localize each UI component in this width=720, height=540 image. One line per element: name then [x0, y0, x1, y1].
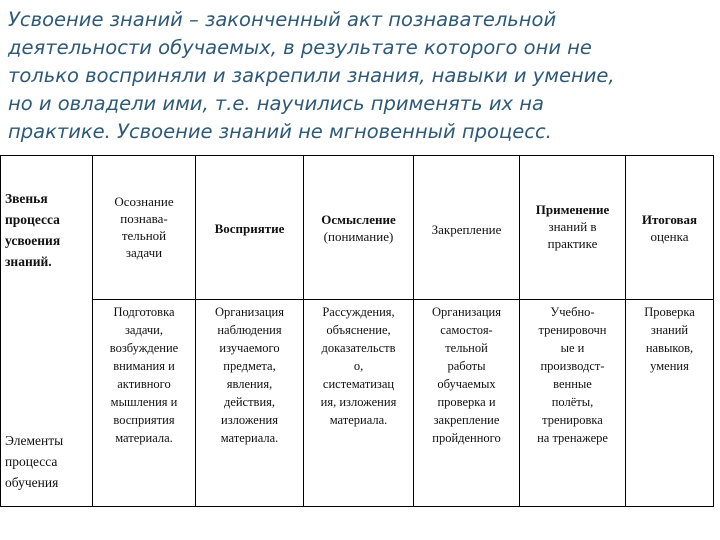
header-line: Применение	[535, 202, 610, 217]
intro-line: практике. Усвоение знаний не мгновенный процесс.	[8, 120, 552, 143]
intro-line: но и овладели ими, т.е. научились применять их на	[8, 92, 544, 115]
body-line: явления,	[226, 377, 273, 391]
header-line: Осмысление	[321, 212, 396, 227]
header-line: задачи	[125, 245, 163, 260]
body-line: самостоя-	[440, 323, 493, 337]
body-line: материала.	[329, 413, 388, 427]
body-line: умения	[650, 359, 689, 373]
body-line: венные	[553, 377, 592, 391]
body-line: Проверка	[644, 305, 695, 319]
body-line: мышления и	[110, 395, 178, 409]
body-line: проверка и	[437, 395, 496, 409]
body-line: Учебно-	[550, 305, 595, 319]
column-header-understanding	[304, 155, 413, 299]
table-row-divider	[92, 299, 714, 300]
body-line: ия, изложения	[320, 395, 397, 409]
body-line: Организация	[432, 305, 501, 319]
body-line: изложения	[221, 413, 278, 427]
table-border-right	[713, 155, 714, 507]
body-cell-understanding	[304, 303, 413, 503]
row-header-elements	[5, 430, 63, 493]
body-line: систематизац	[322, 377, 395, 391]
body-line: полёты,	[551, 395, 594, 409]
body-line: навыков,	[645, 341, 694, 355]
body-line: изучаемого	[219, 341, 280, 355]
intro-line: только восприняли и закрепили знания, навыки и умение,	[8, 64, 615, 87]
column-header-final-assessment	[626, 155, 713, 299]
body-line: о,	[353, 359, 364, 373]
body-line: Рассуждения,	[322, 305, 395, 319]
body-line: Организация	[215, 305, 284, 319]
row-footer-line: Элементы	[5, 433, 64, 448]
header-line: тельной	[121, 228, 167, 243]
body-cell-consolidation	[414, 303, 519, 503]
body-line: задачи,	[124, 323, 163, 337]
header-line: Восприятие	[214, 221, 285, 236]
header-line: знаний в	[548, 219, 597, 234]
body-line: возбуждение	[109, 341, 179, 355]
column-header-application	[520, 155, 625, 299]
header-line: практике	[547, 236, 598, 251]
body-line: Подготовка	[113, 305, 175, 319]
body-line: действия,	[223, 395, 276, 409]
header-line: Закрепление	[431, 222, 502, 237]
body-line: наблюдения	[217, 323, 282, 337]
table-border-bottom	[0, 506, 714, 507]
body-line: предмета,	[223, 359, 276, 373]
body-line: тренировочн	[538, 323, 607, 337]
column-header-consolidation	[414, 155, 519, 299]
body-line: работы	[447, 359, 486, 373]
intro-paragraph	[8, 6, 712, 146]
body-line: тренировка	[542, 413, 603, 427]
body-cell-application	[520, 303, 625, 503]
column-header-awareness	[93, 155, 195, 299]
body-cell-perception	[196, 303, 303, 503]
body-line: ые и	[560, 341, 585, 355]
learning-process-table	[0, 155, 714, 507]
column-header-perception	[196, 155, 303, 299]
row-header-line: процесса	[5, 212, 60, 227]
body-line: закрепление	[433, 413, 500, 427]
body-line: производст-	[540, 359, 605, 373]
header-line: познава-	[120, 211, 168, 226]
header-line: оценка	[650, 229, 689, 244]
header-line: Итоговая	[641, 212, 698, 227]
row-footer-line: обучения	[5, 475, 59, 490]
row-header-line: знаний.	[5, 254, 52, 269]
body-line: материала.	[220, 431, 279, 445]
body-line: объяснение,	[326, 323, 391, 337]
intro-line: деятельности обучаемых, в результате которого они не	[8, 36, 592, 59]
body-line: внимания и	[113, 359, 175, 373]
row-footer-line: процесса	[5, 454, 58, 469]
body-line: обучаемых	[437, 377, 496, 391]
header-line: Осознание	[114, 194, 174, 209]
body-line: знаний	[650, 323, 689, 337]
body-line: пройденного	[432, 431, 501, 445]
intro-line: Усвоение знаний – законченный акт познавательной	[8, 8, 557, 31]
table-border-left	[0, 155, 1, 507]
row-header-stages	[5, 188, 90, 278]
body-line: тельной	[445, 341, 488, 355]
row-header-line: Звенья	[5, 191, 48, 206]
body-line: доказательств	[321, 341, 396, 355]
header-line: (понимание)	[323, 229, 394, 244]
body-line: на тренажере	[537, 431, 608, 445]
body-line: материала.	[115, 431, 173, 445]
body-cell-final-assessment	[626, 303, 713, 503]
row-header-line: усвоения	[5, 233, 61, 248]
body-line: активного	[117, 377, 171, 391]
body-line: восприятия	[113, 413, 175, 427]
body-cell-awareness	[93, 303, 195, 503]
